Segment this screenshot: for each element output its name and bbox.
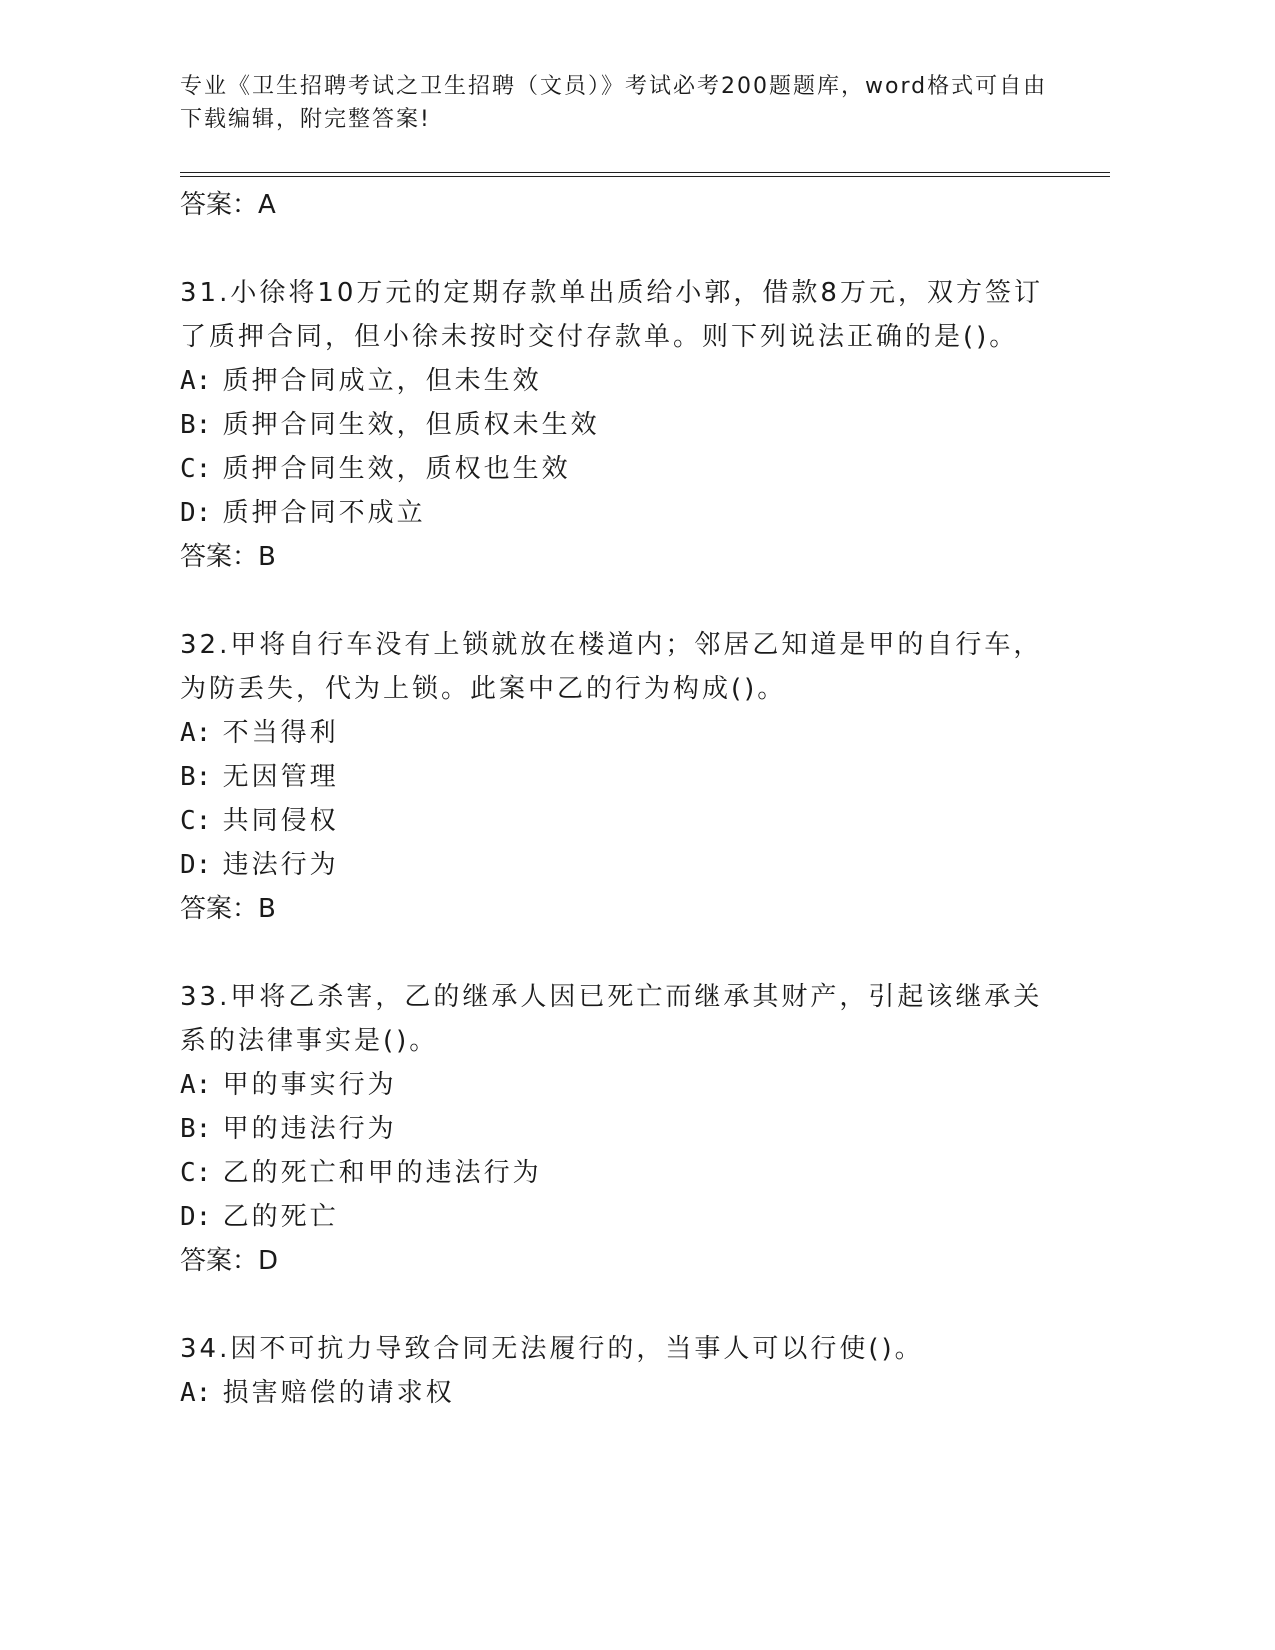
option-text: 质押合同成立，但未生效: [222, 366, 542, 396]
document-page: [180, 70, 1110, 1415]
answer-label: 答案：B: [180, 542, 276, 572]
option-key: D:: [180, 1202, 212, 1232]
option-a: [180, 1371, 1110, 1415]
option-d: [180, 491, 1110, 535]
option-text: 不当得利: [222, 718, 339, 748]
question-31: [180, 271, 1110, 579]
question-stem: 34.因不可抗力导致合同无法履行的，当事人可以行使()。: [180, 1334, 924, 1364]
document-header: 专业《卫生招聘考试之卫生招聘（文员）》考试必考200题题库，word格式可自由下载编辑，附完整答案!: [180, 74, 1048, 132]
option-c: [180, 799, 1110, 843]
option-text: 质押合同生效，但质权未生效: [222, 410, 600, 440]
option-key: B:: [180, 1114, 212, 1144]
option-text: 质押合同生效，质权也生效: [222, 454, 571, 484]
option-d: [180, 1195, 1110, 1239]
question-stem: 32.甲将自行车没有上锁就放在楼道内；邻居乙知道是甲的自行车，为防丢失，代为上锁。此案中乙的行为构成()。: [180, 630, 1043, 704]
question-33: [180, 975, 1110, 1283]
question-32: [180, 623, 1110, 931]
option-text: 乙的死亡: [222, 1202, 339, 1232]
option-b: [180, 755, 1110, 799]
option-key: A:: [180, 718, 212, 748]
option-text: 共同侵权: [222, 806, 339, 836]
option-key: C:: [180, 806, 212, 836]
option-text: 违法行为: [222, 850, 339, 880]
option-text: 损害赔偿的请求权: [222, 1378, 455, 1408]
option-a: [180, 711, 1110, 755]
option-key: B:: [180, 410, 212, 440]
question-stem: 33.甲将乙杀害，乙的继承人因已死亡而继承其财产，引起该继承关系的法律事实是()。: [180, 982, 1043, 1056]
option-text: 无因管理: [222, 762, 339, 792]
option-text: 乙的死亡和甲的违法行为: [222, 1158, 542, 1188]
option-key: A:: [180, 1070, 212, 1100]
answer-label: 答案：B: [180, 894, 276, 924]
option-key: C:: [180, 1158, 212, 1188]
option-key: A:: [180, 1378, 212, 1408]
option-a: [180, 359, 1110, 403]
option-c: [180, 447, 1110, 491]
header-divider: [180, 172, 1110, 177]
option-key: B:: [180, 762, 212, 792]
option-b: [180, 1107, 1110, 1151]
option-b: [180, 403, 1110, 447]
question-stem: 31.小徐将10万元的定期存款单出质给小郭，借款8万元，双方签订了质押合同，但小徐未按时交付存款单。则下列说法正确的是()。: [180, 278, 1043, 352]
option-text: 甲的事实行为: [222, 1070, 397, 1100]
option-c: [180, 1151, 1110, 1195]
option-text: 甲的违法行为: [222, 1114, 397, 1144]
option-a: [180, 1063, 1110, 1107]
option-d: [180, 843, 1110, 887]
option-key: C:: [180, 454, 212, 484]
answer-label: 答案：A: [180, 190, 276, 220]
option-key: A:: [180, 366, 212, 396]
option-key: D:: [180, 850, 212, 880]
question-34: [180, 1327, 1110, 1415]
option-key: D:: [180, 498, 212, 528]
answer-label: 答案：D: [180, 1246, 279, 1276]
option-text: 质押合同不成立: [222, 498, 426, 528]
